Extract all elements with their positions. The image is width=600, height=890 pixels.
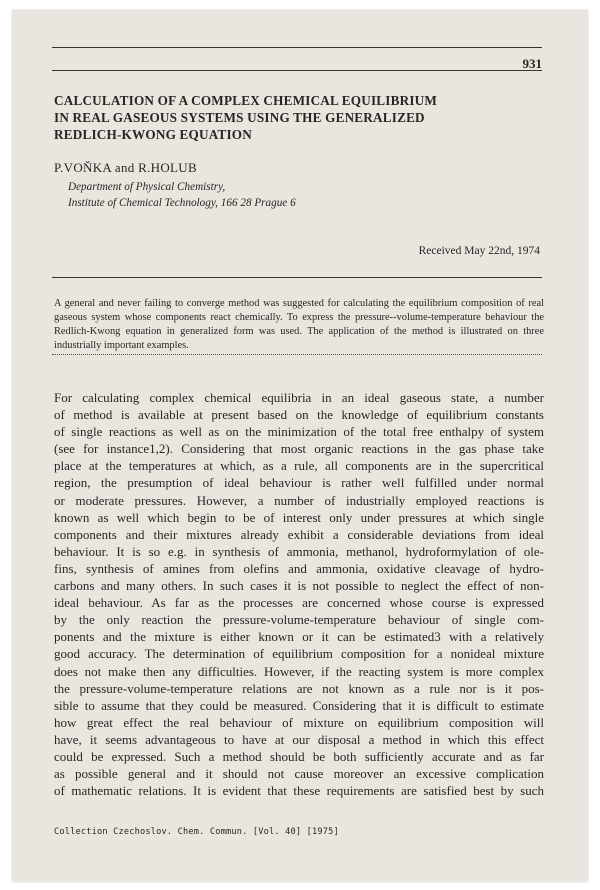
abstract: A general and never failing to converge method was suggested for calculating the equilibrium composition of real gaseous system whose components react chemically. To express the pressure--volume-temperature behaviour the Redlich-Kwong equation in generalized form was used. The application of the method is illustrated on three industrially important examples.: [54, 298, 544, 351]
body-line: as possible general and it should not cause moreover an excessive complication: [54, 766, 544, 782]
body-line: does not make then any difficulties. However, if the reacting system is more complex: [54, 663, 544, 679]
body-line: how great effect the real behaviour of mixture on equilibrium composition will: [54, 714, 544, 730]
body-line: of method is available at present based on the knowledge of equilibrium constants: [54, 407, 544, 423]
body-line: carbons and many others. In such cases it is not possible to neglect the effect of non-: [54, 578, 544, 594]
abstract-top-rule: [52, 277, 542, 278]
body-line: (see for instance1,2). Considering that most organic reactions in the gas phase take: [54, 441, 544, 457]
header-rule: [52, 47, 542, 48]
received-date: Received May 22nd, 1974: [418, 245, 540, 257]
body-line: ideal behaviour. As far as the processes are concerned whose course is expressed: [54, 595, 544, 611]
body-line: known as well which begin to be of interest only under pressures at which single: [54, 509, 544, 525]
article-title: [54, 92, 524, 143]
body-line: place at the temperatures at which, as a rule, all components are in the supercritical: [54, 458, 544, 474]
body-line: components and their mixtures already exhibit a considerable deviations from ideal: [54, 526, 544, 542]
affiliation-line: Institute of Chemical Technology, 166 28 Prague 6: [68, 196, 296, 209]
body-line: ponents and the mixture is either known or it can be estimated3 with a relatively: [54, 629, 544, 645]
body-text: [54, 389, 544, 799]
body-line: could be expressed. Such a method should be both sufficiently accurate and as far: [54, 748, 544, 764]
body-line: of mathematic relations. It is evident that these requirements are satisfied best by such: [54, 783, 544, 799]
page-number: 931: [522, 56, 542, 71]
body-line: good accuracy. The determination of equilibrium composition for a nonideal mixture: [54, 646, 544, 662]
title-line: CALCULATION OF A COMPLEX CHEMICAL EQUILIBRIUM: [54, 93, 438, 108]
body-line: behaviour. It is so e.g. in synthesis of ammonia, methanol, hydroformylation of ole-: [54, 543, 544, 559]
affiliation: [68, 180, 296, 211]
journal-citation: Collection Czechoslov. Chem. Commun. [Vol. 40] [1975]: [54, 827, 339, 837]
body-line: region, the presumption of ideal behaviour is rather well fulfilled under normal: [54, 475, 544, 491]
body-line: For calculating complex chemical equilibria in an ideal gaseous state, a number: [54, 390, 544, 405]
header-rule-lower: [52, 70, 542, 71]
body-line: of single reactions as well as on the minimization of the total free enthalpy of system: [54, 424, 544, 440]
body-line: have, it seems advantageous to have at our disposal a method in which this effect: [54, 731, 544, 747]
body-line: sible to assume that they could be measured. Considering that it is difficult to estimate: [54, 697, 544, 713]
title-line: REDLICH-KWONG EQUATION: [54, 127, 252, 142]
body-line: by the only reaction the pressure-volume-temperature behaviour of single com-: [54, 612, 544, 628]
abstract-bottom-rule: [52, 354, 542, 355]
affiliation-line: Department of Physical Chemistry,: [68, 181, 226, 193]
authors: P.VOŇKA and R.HOLUB: [54, 160, 197, 175]
journal-page: [12, 10, 588, 882]
body-line: or moderate pressures. However, a number of industrially employed reactions is: [54, 492, 544, 508]
title-line: IN REAL GASEOUS SYSTEMS USING THE GENERALIZED: [54, 110, 425, 125]
body-line: fins, synthesis of amines from olefins and ammonia, oxidative cleavage of hydro-: [54, 560, 544, 576]
body-line: the pressure-volume-temperature relations are not known as a rule nor is it pos-: [54, 680, 544, 696]
